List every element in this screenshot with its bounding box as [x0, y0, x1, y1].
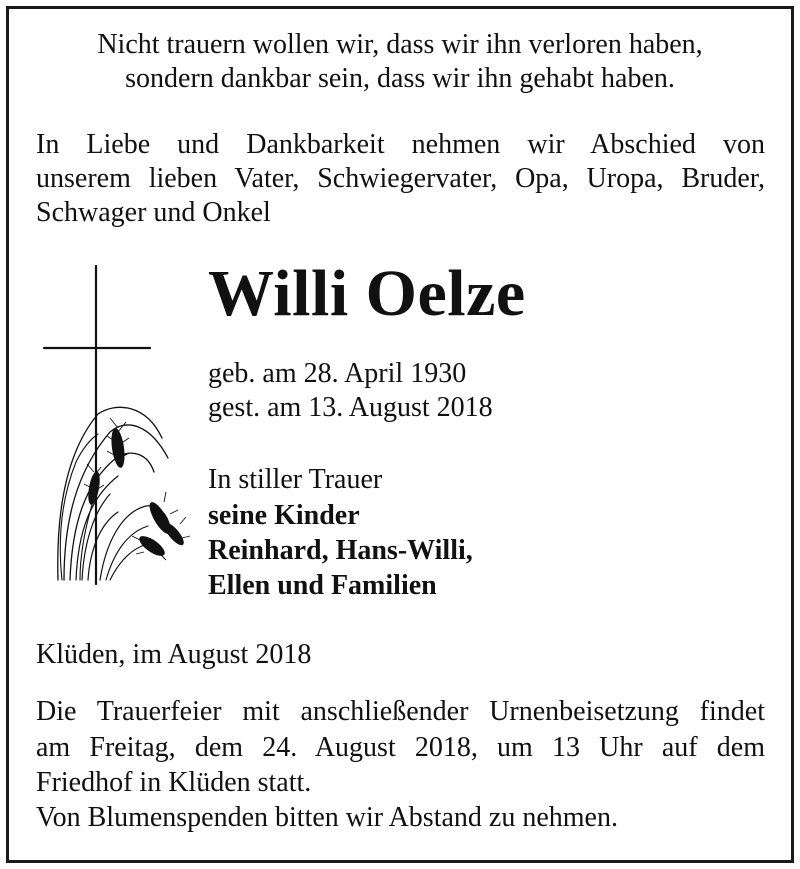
funeral-line-3: Friedhof in Klüden statt. — [36, 767, 312, 798]
intro-line-1: In Liebe und Dankbarkeit nehmen wir Abschied von — [36, 129, 765, 160]
funeral-line-1: Die Trauerfeier mit anschließender Urnenbeisetzung findet — [36, 696, 765, 727]
mourning-intro: In stiller Trauer — [208, 464, 383, 495]
place-date: Klüden, im August 2018 — [36, 639, 312, 670]
funeral-line-4: Von Blumenspenden bitten wir Abstand zu nehmen. — [36, 802, 618, 833]
deceased-name: Willi Oelze — [208, 257, 526, 330]
intro-line-2: unserem lieben Vater, Schwiegervater, Opa, Uropa, Bruder, — [36, 163, 765, 194]
motto-line-2: sondern dankbar sein, dass wir ihn gehabt haben. — [125, 63, 675, 94]
intro-line-3: Schwager und Onkel — [36, 197, 271, 228]
birth-date: geb. am 28. April 1930 — [208, 358, 467, 389]
mourners-names-2: Ellen und Familien — [208, 570, 437, 601]
funeral-line-2: am Freitag, dem 24. August 2018, um 13 Uhr auf dem — [36, 732, 765, 763]
mourners-names-1: Reinhard, Hans-Willi, — [208, 535, 473, 566]
mourners-relation: seine Kinder — [208, 500, 360, 531]
death-date: gest. am 13. August 2018 — [208, 392, 493, 423]
motto-line-1: Nicht trauern wollen wir, dass wir ihn verloren haben, — [97, 29, 703, 60]
cross-with-grain-icon — [36, 262, 206, 592]
